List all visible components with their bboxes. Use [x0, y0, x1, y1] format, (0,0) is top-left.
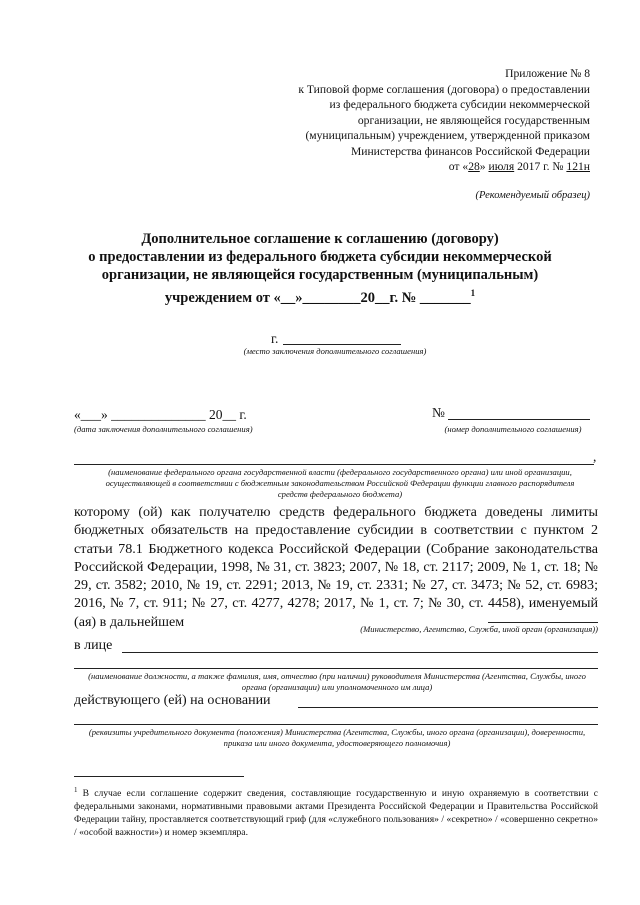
title-line-4: учреждением от «__»________20__г. № _______	[164, 289, 471, 306]
basis-line-2	[74, 724, 598, 725]
basis-caption: (реквизиты учредительного документа (положения) Министерства (Агентства, Службы, иного органа (организации), доверенности, приказа или иного документа, удостоверяющего полномочия)	[88, 727, 586, 748]
appendix-line: организации, не являющейся государственным	[357, 113, 590, 127]
number-caption: (номер дополнительного соглашения)	[444, 424, 582, 434]
footnote-reference: 1	[470, 288, 476, 298]
date-caption: (дата заключения дополнительного соглашения)	[74, 424, 253, 434]
in-person-label: в лице	[74, 638, 113, 653]
comma: ,	[593, 449, 597, 464]
appendix-header	[270, 66, 590, 175]
footnote-text: В случае если соглашение содержит сведения, составляющие государственную и иную охраняемую в соответствии с федеральными законами, нормативными правовыми актами Президента Российской Федерации и Правительства Российской Федерации тайну, проставляется соответствующий гриф (для «служебного пользования» / «секретно» / «совершенно секретно» / «особой важности») и номер экземпляра.	[74, 788, 598, 839]
footnote	[74, 784, 598, 839]
acting-basis-label: действующего (ей) на основании	[74, 693, 271, 708]
organization-line	[74, 464, 594, 465]
person-caption: (наименование должности, а также фамилия, имя, отчество (при наличии) руководителя Министерства (Агентства, Службы, иного органа (организации) или уполномоченного им лица)	[88, 671, 586, 692]
order-number: 121н	[566, 160, 590, 173]
title-line: организации, не являющейся государственным (муниципальным)	[101, 267, 539, 283]
appendix-line: (муниципальным) учреждением, утвержденной приказом	[305, 129, 590, 142]
in-person-line	[122, 652, 598, 653]
place-caption: (место заключения дополнительного соглашения)	[243, 346, 427, 356]
appendix-number: Приложение № 8	[505, 67, 590, 80]
number-line	[448, 419, 590, 420]
ministry-caption: (Министерство, Агентство, Служба, иной орган (организация))	[360, 624, 598, 634]
title-line	[60, 284, 580, 307]
agreement-number-sign: №	[432, 405, 445, 420]
date-day: 28	[468, 160, 480, 173]
organization-caption: (наименование федерального органа государственной власти (федерального государственного органа) или иной организации, осуществляющей в соответствии с бюджетным законодательством Российской Федерации функции главного распорядителя средств федерального бюджета)	[105, 467, 575, 499]
title-line: о предоставлении из федерального бюджета субсидии некоммерческой	[88, 249, 552, 265]
city-prefix: г.	[271, 331, 279, 346]
date-mid: »	[479, 160, 489, 173]
place-line	[283, 344, 401, 345]
agreement-date-field: «___» ______________ 20__ г.	[74, 407, 247, 422]
appendix-line: из федерального бюджета субсидии некоммерческой	[329, 98, 590, 111]
date-prefix: от «	[448, 160, 469, 173]
appendix-date	[270, 159, 590, 175]
title-line: Дополнительное соглашение к соглашению (договору)	[141, 231, 499, 247]
footnote-separator	[74, 776, 244, 777]
agreement-body-text: которому (ой) как получателю средств федерального бюджета доведены лимиты бюджетных обязательств на предоставление субсидии в соответствии с пунктом 2 статьи 78.1 Бюджетного кодекса Российской Федерации (Собрание законодательства Российской Федерации, 1998, № 31, ст. 3823; 2007, № 18, ст. 2117; 2009, № 1, ст. 18; № 29, ст. 3582; 2010, № 19, ст. 2291; 2013, № 19, ст. 2331; № 27, ст. 3473; № 52, ст. 6983; 2016, № 7, ст. 911; № 27, ст. 4277, 4278; 2017, № 1, ст. 7; № 30, ст. 4458), именуемый (ая) в дальнейшем	[74, 504, 598, 630]
footnote-mark: 1	[74, 786, 78, 794]
appendix-line: к Типовой форме соглашения (договора) о предоставлении	[298, 82, 590, 96]
appendix-line: Министерства финансов Российской Федерации	[350, 144, 590, 158]
in-person-line-2	[74, 668, 598, 669]
designation-line	[488, 622, 598, 623]
date-year: 2017 г. №	[514, 160, 567, 173]
document-title	[60, 230, 580, 307]
recommended-sample-note: (Рекомендуемый образец)	[475, 190, 590, 201]
basis-line	[298, 707, 598, 708]
date-month: июля	[488, 160, 515, 173]
